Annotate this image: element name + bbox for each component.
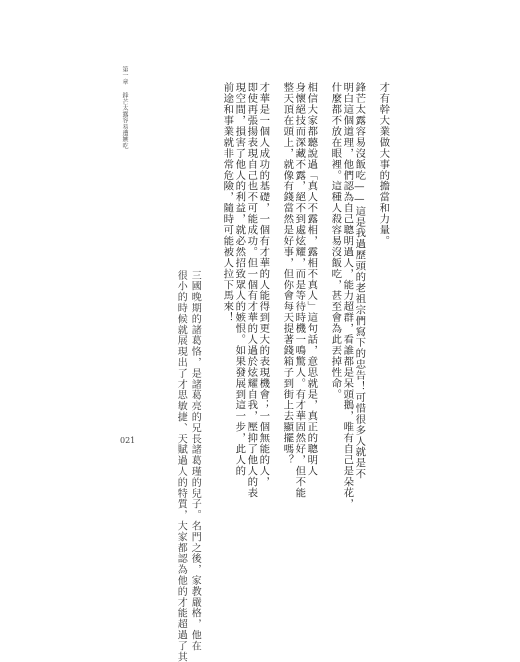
body-column-2: 鋒芒太露容易沒飯吃——這是我過歷頭的老祖宗們寫下的忠告！可惜很多人就是不	[353, 82, 366, 480]
quote-column-1: 三國晚期的諸葛恪，是諸葛亮的兄長諸葛瑾的兒子。名門之後，家教嚴格，他在	[189, 270, 201, 652]
body-column-6: 身懷絕技而深藏不露，絕不到處炫耀，而是等待時機一鳴驚人。有才華固然好，但不能	[293, 82, 306, 499]
page-number: 021	[120, 436, 136, 445]
body-column-11: 前途和事業就非常危險，隨時可能被人拉下馬來！	[221, 82, 234, 323]
quote-column-2: 很小的時候就展現出了才思敏捷、天賦過人的特質，大家都認為他的才能超過了其	[175, 270, 187, 662]
body-column-5: 相信大家都聽說過「真人不露相，露相不真人」這句話，意思就是，真正的聰明人	[305, 82, 318, 477]
body-column-9: 即使再張揚表現自己也不可能成功。但一個有才華的人過於炫耀自我，壓抑了他人的表	[245, 82, 258, 499]
running-header: 第一章 鋒芒太露容易遭嫉吃	[121, 66, 128, 149]
body-column-1: 才有幹大業做大事的擔當和力量。	[377, 82, 390, 247]
body-column-8: 才華是一個人成功的基礎，一個有才華的人能得到更大的表現機會；一個無能的人，	[257, 82, 270, 488]
body-column-4: 什麼都不放在眼裡。這種人殺容易沒飯吃，甚至會為此丟掉性命。	[329, 82, 342, 400]
body-column-10: 現空間，損害了他人的利益，就必然招致眾人的嫉恨。如果發展到這一步，此人的	[233, 82, 246, 477]
body-column-3: 明白這個道理，他們認為自己聰明過人，能力超群，看誰都是呆頭鵝，唯有自己是朵花，	[341, 82, 354, 510]
body-column-7: 整天頂在頭上，就像有錢當然是好事，但你會每天提著錢箱子到街上去顯擺嗎？	[281, 82, 294, 466]
